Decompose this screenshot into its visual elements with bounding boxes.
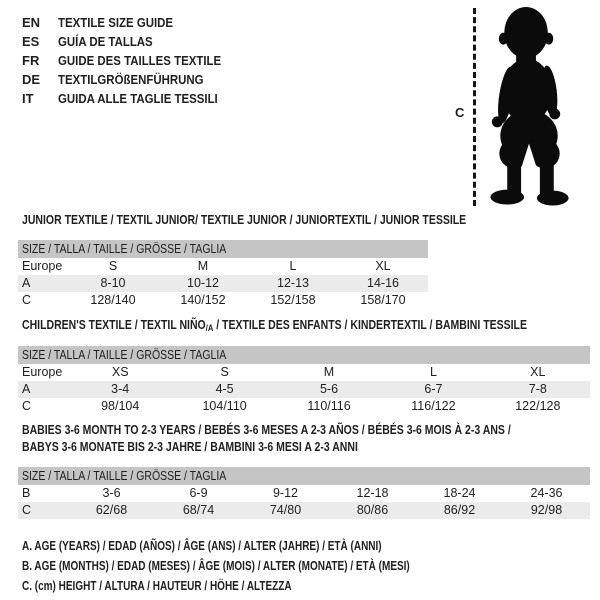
value-cell: 104/110 [202,399,247,413]
row-label: B [22,486,31,500]
value-cell: 62/68 [95,503,128,517]
baby-silhouette-icon [482,6,578,206]
children-size-table [18,346,590,415]
size-cell: S [220,365,229,379]
junior-title-text: JUNIOR TEXTILE / TEXTIL JUNIOR/ TEXTILE JUNIOR / JUNIORTEXTIL / JUNIOR TESSILE [22,213,467,227]
language-line-es [22,32,243,51]
size-header-label: SIZE / TALLA / TAILLE / GRÖSSE / TAGLIA [22,469,227,483]
language-code: ES [22,34,40,49]
value-cell: 128/140 [90,293,136,307]
value-cell: 14-16 [367,276,399,290]
value-cell: 12-18 [356,486,389,500]
value-cell: 140/152 [180,293,226,307]
table-row-height [18,502,590,519]
size-cell: L [429,365,437,379]
table-row-sizes [18,258,428,275]
size-cell: M [323,365,335,379]
note-text: A. AGE (YEARS) / EDAD (AÑOS) / ÂGE (ANS) / ALTER (JAHRE) / ETÀ (ANNI) [22,539,382,553]
value-cell: 9-12 [272,486,299,500]
size-header-band [18,240,428,258]
row-label: Europe [22,259,63,273]
row-label: C [22,503,32,517]
value-cell: 152/158 [270,293,316,307]
value-cell: 68/74 [182,503,215,517]
children-title-text [22,317,527,337]
children-title-sub: /A [205,323,214,333]
language-line-it [22,89,243,108]
value-cell: 110/116 [307,399,351,413]
children-title-pre: CHILDREN'S TEXTILE / TEXTIL NIÑO [22,318,206,332]
value-cell: 116/122 [411,399,456,413]
row-label: C [22,293,32,307]
size-cell: M [197,259,209,273]
size-header-band [18,346,590,364]
size-cell: XL [530,365,546,379]
row-label: A [22,276,31,290]
language-title: TEXTILE SIZE GUIDE [58,15,174,30]
babies-title-line1: BABIES 3-6 MONTH TO 2-3 YEARS / BEBÉS 3-6 MESES A 2-3 AÑOS / BÉBÉS 3-6 MOIS À 2-3 ANS / [22,423,511,437]
note-age-years [22,536,507,556]
value-cell: 24-36 [530,486,563,500]
children-title-post: / TEXTILE DES ENFANTS / KINDERTEXTIL / BAMBINI TESSILE [213,318,527,332]
height-measure-line [473,8,476,206]
junior-size-table [18,240,428,309]
value-cell: 158/170 [360,293,406,307]
language-line-fr [22,51,243,70]
value-cell: 3-4 [111,382,130,396]
value-cell: 3-6 [102,486,121,500]
value-cell: 92/98 [530,503,563,517]
note-text: B. AGE (MONTHS) / EDAD (MESES) / ÂGE (MOIS) / ALTER (MONATE) / ETÀ (MESI) [22,559,410,573]
size-cell: XL [375,259,391,273]
row-label: Europe [22,365,63,379]
table-row-height [18,398,590,415]
value-cell: 6-9 [189,486,208,500]
size-cell: XS [111,365,129,379]
language-title: GUIDE DES TAILLES TEXTILE [58,53,222,68]
table-row-age [18,485,590,502]
legend-notes [22,536,507,596]
value-cell: 12-13 [277,276,309,290]
children-section-title [22,317,600,337]
babies-title-line2: BABYS 3-6 MONATE BIS 2-3 JAHRE / BAMBINI 3-6 MESI A 2-3 ANNI [22,440,358,454]
size-cell: S [108,259,118,273]
value-cell: 98/104 [101,399,140,413]
value-cell: 122/128 [515,399,561,413]
note-text: C. (cm) HEIGHT / ALTURA / HAUTEUR / HÖHE / ALTEZZA [22,579,292,593]
language-title: GUÍA DE TALLAS [58,34,153,49]
table-row-sizes [18,364,590,381]
value-cell: 74/80 [269,503,302,517]
language-code: DE [22,72,41,87]
language-code: IT [22,91,34,106]
value-cell: 6-7 [424,382,443,396]
row-label: C [22,399,32,413]
language-title: TEXTILGRÖßENFÜHRUNG [58,72,204,87]
size-header-label: SIZE / TALLA / TAILLE / GRÖSSE / TAGLIA [22,348,227,362]
size-header-band [18,467,590,485]
value-cell: 18-24 [443,486,476,500]
height-measure-label: C [455,105,465,120]
size-header-label: SIZE / TALLA / TAILLE / GRÖSSE / TAGLIA [22,242,227,256]
babies-section-title [22,422,600,456]
junior-section-title [22,212,551,229]
language-line-de [22,70,243,89]
babies-size-table [18,467,590,519]
table-row-height [18,292,428,309]
value-cell: 7-8 [528,382,547,396]
row-label: A [22,382,31,396]
note-age-months [22,556,507,576]
value-cell: 8-10 [100,276,126,290]
table-row-age [18,275,428,292]
value-cell: 5-6 [319,382,339,396]
size-cell: L [289,259,297,273]
value-cell: 10-12 [187,276,219,290]
table-row-age [18,381,590,398]
value-cell: 80/86 [356,503,389,517]
language-list [22,13,243,108]
language-line-en [22,13,243,32]
value-cell: 4-5 [215,382,234,396]
value-cell: 86/92 [443,503,476,517]
language-code: EN [22,15,41,30]
language-title: GUIDA ALLE TAGLIE TESSILI [58,91,218,106]
note-height-cm [22,576,507,596]
language-code: FR [22,53,40,68]
